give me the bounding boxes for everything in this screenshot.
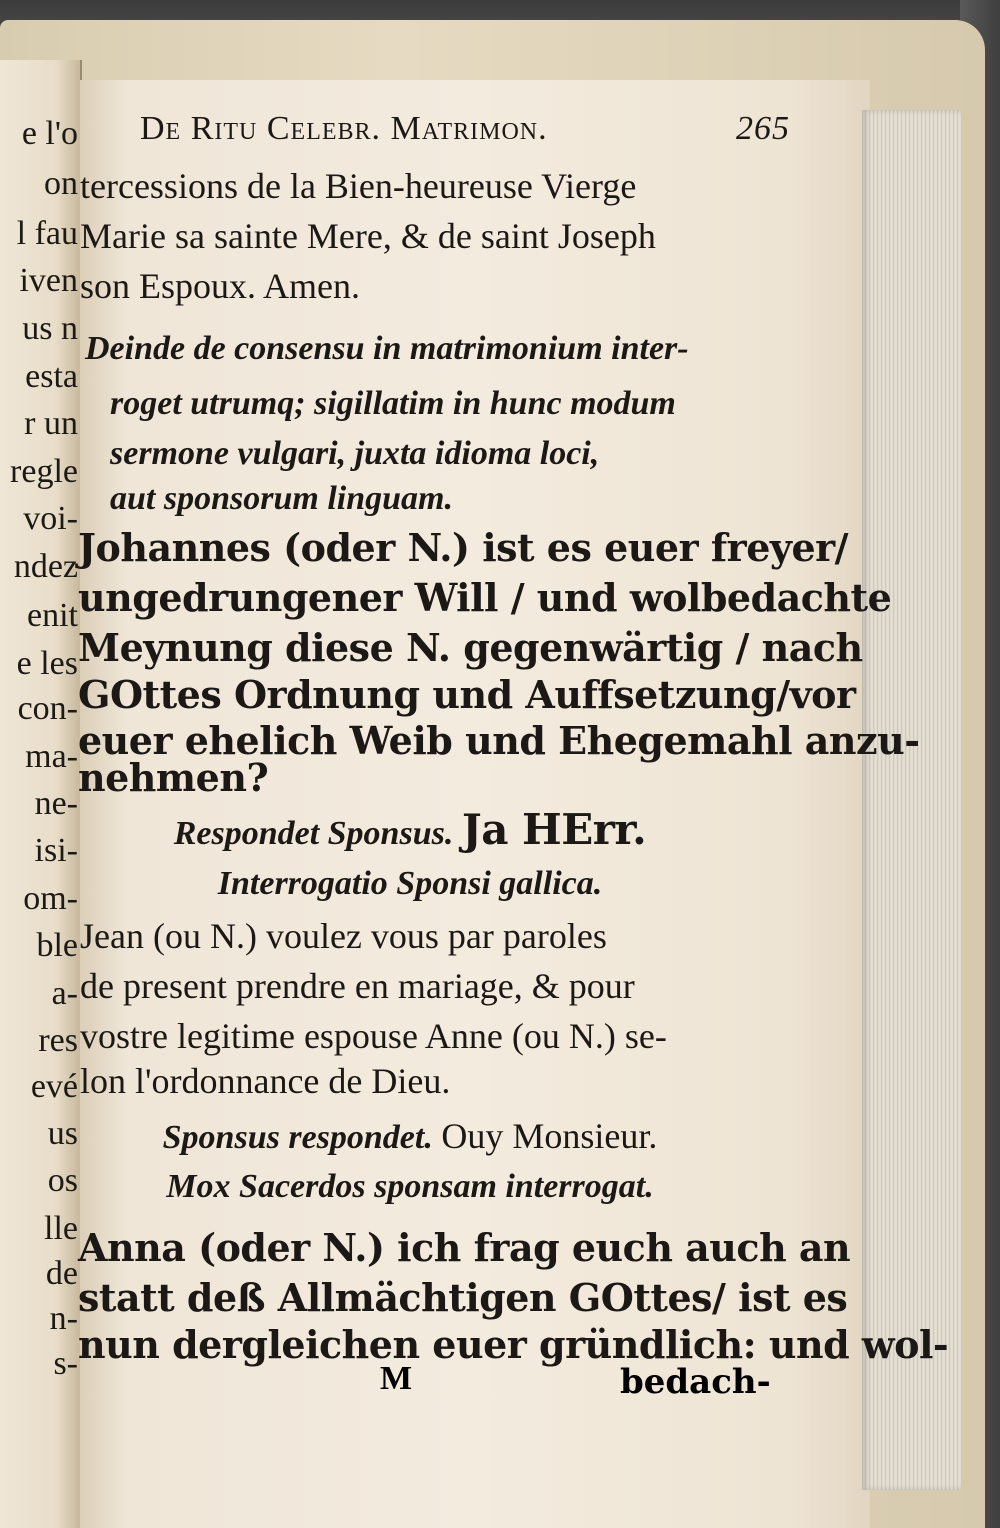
left-page-fragment: ma- — [25, 738, 78, 775]
left-page-fragment: n- — [49, 1300, 78, 1337]
text-line: Anna (oder N.) ich frag euch auch an — [78, 1225, 851, 1270]
text-line: lon l'ordonnance de Dieu. — [80, 1061, 451, 1101]
left-page-fragment: lle — [44, 1210, 78, 1247]
left-page-fragment: os — [47, 1162, 78, 1199]
left-page-fragment: ble — [36, 927, 78, 964]
left-page-fragment: regle — [10, 453, 78, 490]
text-line: nehmen? — [78, 755, 269, 800]
page-number: 265 — [736, 110, 790, 147]
text-line: ungedrungener Will / und wolbedachte — [78, 575, 892, 620]
left-page-fragment: esta — [25, 358, 78, 395]
text-line: nun dergleichen euer gründlich: und wol- — [78, 1322, 949, 1367]
text-line: statt deß Allmächtigen GOttes/ ist es — [78, 1275, 848, 1320]
text-line: aut sponsorum linguam. — [110, 480, 453, 517]
left-page-fragment: con- — [17, 690, 78, 727]
text-line — [80, 1115, 740, 1157]
left-page-fragment: ne- — [34, 785, 78, 822]
text-line: de present prendre en mariage, & pour — [80, 966, 635, 1006]
catchword: bedach- — [620, 1362, 771, 1402]
text-line: tercessions de la Bien-heureuse Vierge — [80, 166, 637, 206]
text-line: Deinde de consensu in matrimonium inter- — [85, 330, 689, 367]
left-page-fragment: res — [38, 1022, 78, 1059]
left-page-fragment: l fau — [16, 215, 78, 252]
text-line: euer ehelich Weib und Ehegemahl anzu- — [78, 718, 920, 763]
left-page-fragment: a- — [51, 975, 78, 1012]
left-page-fragment: e les — [16, 645, 78, 682]
text-line: Jean (ou N.) voulez vous par paroles — [80, 916, 607, 956]
page-edges — [862, 110, 962, 1490]
running-title: De Ritu Celebr. Matrimon. — [140, 110, 548, 147]
left-page-fragment: r un — [24, 405, 78, 442]
left-page-fragment: voi- — [23, 500, 78, 537]
left-page-fragment: de — [45, 1255, 78, 1292]
left-page-fragment: ndez — [13, 548, 78, 585]
left-page-fragment: isi- — [34, 832, 78, 869]
text-line: Meynung diese N. gegenwärtig / nach — [78, 625, 863, 670]
left-page — [0, 60, 82, 1528]
text-line: Interrogatio Sponsi gallica. — [217, 865, 603, 902]
left-page-fragment: us n — [22, 310, 78, 347]
text-line: GOttes Ordnung und Auffsetzung/vor — [78, 672, 856, 717]
left-page-fragment: om- — [23, 880, 78, 917]
running-header — [140, 110, 790, 148]
signature-mark: M — [380, 1360, 413, 1397]
text-line: Mox Sacerdos sponsam interrogat. — [166, 1168, 654, 1205]
left-page-fragment: evé — [30, 1068, 78, 1105]
left-page-fragment: s- — [53, 1345, 78, 1382]
left-page-fragment: us — [47, 1115, 78, 1152]
latin-rubric: Sponsus respondet. — [162, 1119, 442, 1156]
left-page-fragment: e l'o — [21, 115, 78, 152]
french-response: Ouy Monsieur. — [441, 1116, 658, 1156]
left-page-fragment: enit — [27, 597, 78, 634]
german-response: Ja HErr. — [461, 805, 647, 854]
text-line: Marie sa sainte Mere, & de saint Joseph — [80, 216, 656, 256]
text-line: vostre legitime espouse Anne (ou N.) se- — [80, 1016, 667, 1056]
latin-rubric: Respondet Sponsus. — [173, 815, 462, 852]
left-page-fragment: on — [44, 165, 78, 202]
left-page-fragment: iven — [19, 262, 78, 299]
text-line: son Espoux. Amen. — [80, 266, 361, 306]
text-line: Johannes (oder N.) ist es euer freyer/ — [78, 525, 849, 570]
text-line: sermone vulgari, juxta idioma loci, — [110, 435, 600, 472]
text-line — [80, 805, 740, 854]
text-line: roget utrumq; sigillatim in hunc modum — [110, 385, 676, 422]
